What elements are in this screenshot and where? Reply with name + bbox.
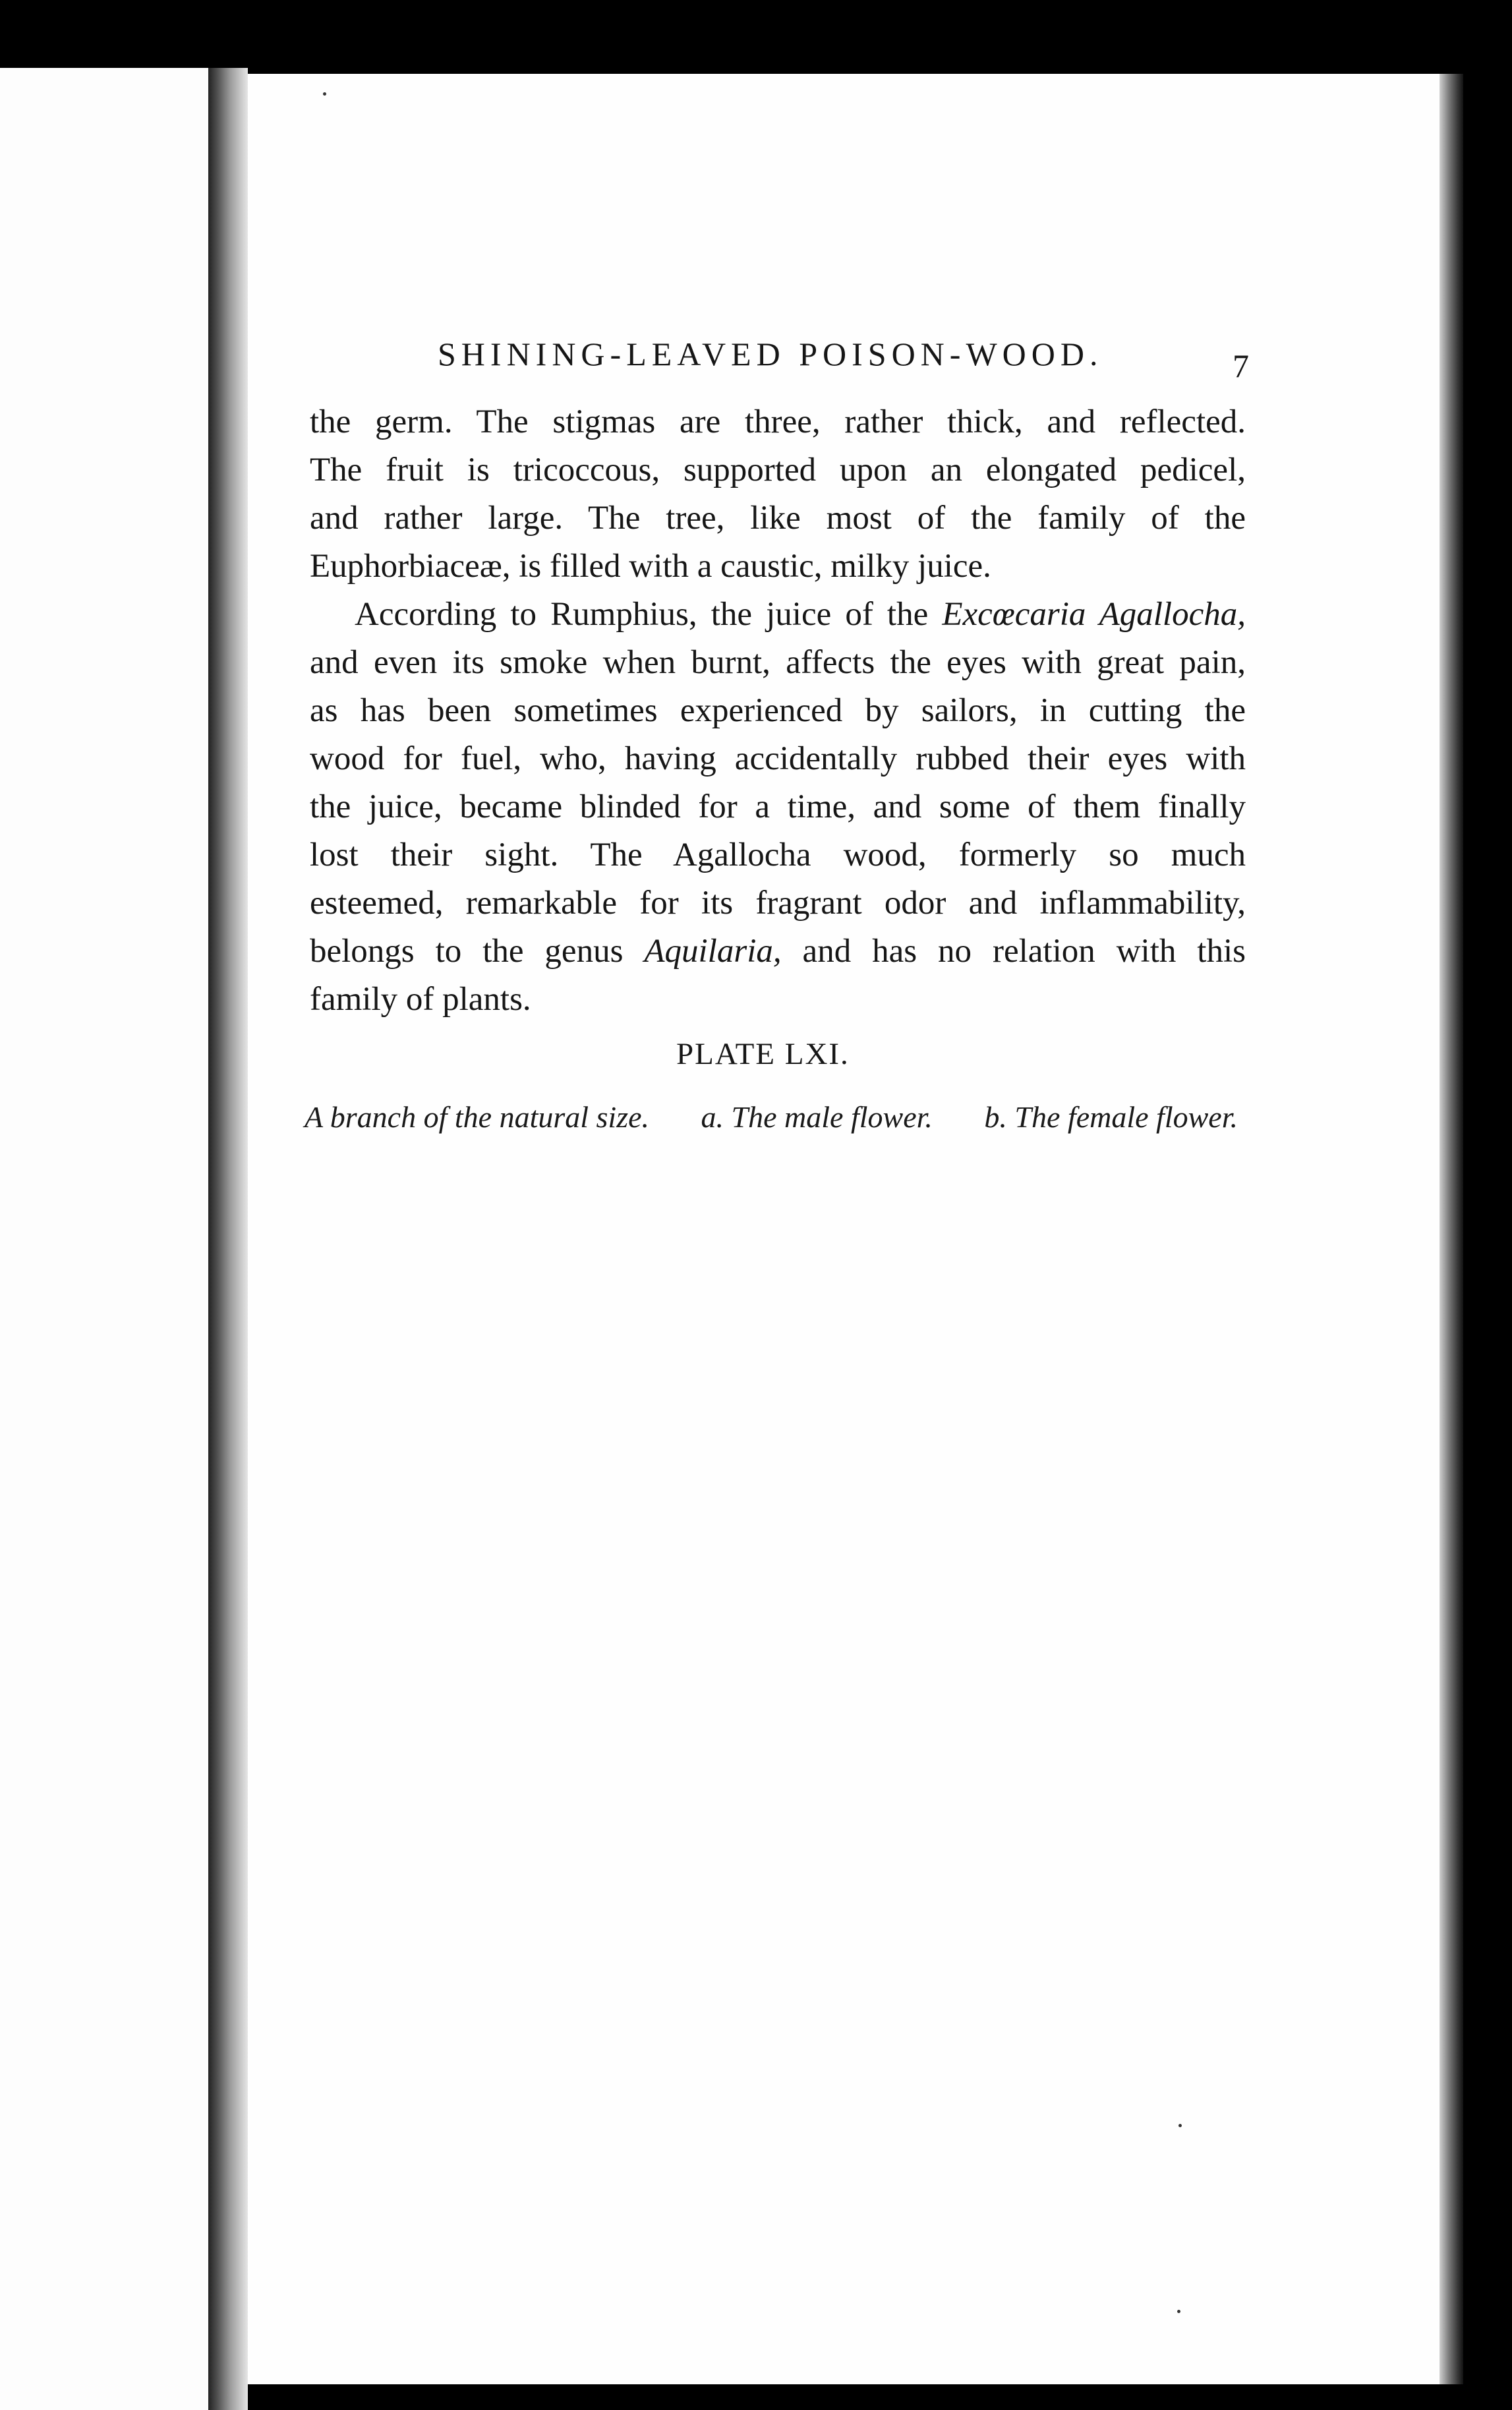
- running-head: SHINING-LEAVED POISON-WOOD.: [438, 336, 1103, 372]
- paper-speck: [1177, 2310, 1180, 2313]
- text-run: belongs to the genus: [310, 933, 645, 970]
- paragraph-1-line: The fruit is tricoccous, supported upon an elongated pedicel,: [310, 452, 1246, 488]
- paragraph-2-line: wood for fuel, who, having accidentally rubbed their eyes with: [310, 740, 1246, 777]
- paper-speck: [323, 92, 326, 96]
- paragraph-2-line: [310, 591, 1246, 639]
- paragraph-1-line: Euphorbiaceæ, is filled with a caustic, milky juice.: [310, 548, 991, 585]
- species-name: Excœcaria Agallocha,: [942, 596, 1246, 633]
- caption-part: a. The male flower.: [701, 1100, 933, 1134]
- text-run: and has no relation with this: [781, 933, 1246, 970]
- plate-title: PLATE LXI.: [676, 1037, 850, 1071]
- facing-page: [0, 68, 208, 2410]
- caption-part: A branch of the natural size.: [305, 1100, 650, 1134]
- paragraph-2-line: family of plants.: [310, 981, 531, 1018]
- paragraph-1-line: the germ. The stigmas are three, rather thick, and reflected.: [310, 403, 1246, 440]
- paragraph-2-line: the juice, became blinded for a time, and some of them finally: [310, 788, 1246, 825]
- text-run: According to Rumphius, the juice of the: [355, 596, 943, 633]
- paragraph-2-line: lost their sight. The Agallocha wood, formerly so much: [310, 837, 1246, 873]
- plate-caption: [305, 1100, 1238, 1134]
- book-gutter: [208, 68, 248, 2410]
- body-text: [310, 398, 1246, 1024]
- caption-part: b. The female flower.: [984, 1100, 1238, 1134]
- paragraph-2-line: as has been sometimes experienced by sailors, in cutting the: [310, 692, 1246, 729]
- paragraph-2-line: [310, 927, 1246, 976]
- genus-name: Aquilaria,: [644, 933, 782, 970]
- paper-speck: [1178, 2124, 1182, 2127]
- paragraph-2-line: esteemed, remarkable for its fragrant odor and inflammability,: [310, 885, 1246, 922]
- paragraph-1-line: and rather large. The tree, like most of the family of the: [310, 500, 1246, 537]
- paragraph-2-line: and even its smoke when burnt, affects the eyes with great pain,: [310, 644, 1246, 681]
- page-number: 7: [1233, 347, 1249, 384]
- page-edge: [1439, 74, 1463, 2384]
